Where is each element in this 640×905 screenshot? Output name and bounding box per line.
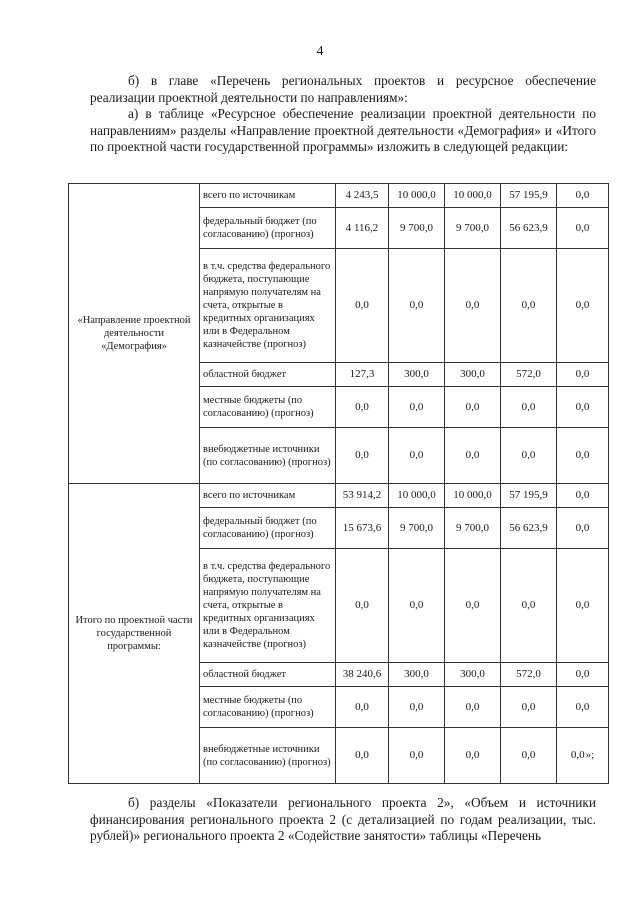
value-text: 56 623,9 xyxy=(509,221,548,234)
value-text: 0,0 xyxy=(575,521,590,534)
value-text: 57 195,9 xyxy=(509,489,548,501)
table-row xyxy=(69,184,609,208)
value-cell xyxy=(557,549,609,663)
value-text: 0,0 xyxy=(355,599,369,611)
value-text: 53 914,2 xyxy=(342,489,382,501)
value-cell xyxy=(445,549,501,663)
value-cell xyxy=(445,484,501,508)
value-cell xyxy=(389,428,445,484)
value-text: 0,0 xyxy=(575,668,590,680)
value-text: 15 673,6 xyxy=(342,521,382,534)
value-text: 10 000,0 xyxy=(397,489,436,501)
value-text: 4 116,2 xyxy=(345,221,379,234)
value-text: 0,0 xyxy=(409,599,424,611)
value-cell xyxy=(389,508,445,549)
value-cell xyxy=(557,508,609,549)
value-text: 0,0 xyxy=(465,700,480,713)
value-cell xyxy=(557,184,609,208)
funding-source-cell: в т.ч. средства федерального бюджета, поступающие напрямую получателям на счета, открытые в кредитных организациях или в Федеральном казначействе (прогноз) xyxy=(200,549,336,663)
value-text: 0,0 xyxy=(575,299,590,311)
value-text: 0,0 xyxy=(409,749,424,761)
value-cell xyxy=(445,363,501,387)
value-cell xyxy=(336,687,389,728)
value-text: 0,0 xyxy=(575,700,590,713)
table-row xyxy=(69,484,609,508)
value-text: 9 700,0 xyxy=(456,221,489,234)
value-cell xyxy=(501,249,557,363)
value-cell xyxy=(557,484,609,508)
value-cell xyxy=(336,428,389,484)
value-text: 10 000,0 xyxy=(397,189,436,201)
funding-source-cell: внебюджетные источники (по согласованию) (прогноз) xyxy=(200,428,336,484)
funding-source-cell: областной бюджет xyxy=(200,363,336,387)
value-text: 572,0 xyxy=(516,368,541,380)
value-text: 0,0 xyxy=(521,700,536,713)
value-text: 38 240,6 xyxy=(342,668,382,680)
value-cell xyxy=(336,728,389,784)
funding-source-cell: в т.ч. средства федерального бюджета, поступающие напрямую получателям на счета, открытые в кредитных организациях или в Федеральном казначействе (прогноз) xyxy=(200,249,336,363)
value-text: 9 700,0 xyxy=(456,521,489,534)
value-text: 10 000,0 xyxy=(453,489,492,501)
value-text: 572,0 xyxy=(516,668,541,680)
value-text: 300,0 xyxy=(404,368,429,380)
value-cell xyxy=(445,208,501,249)
value-text: 0,0 xyxy=(521,299,536,311)
value-cell xyxy=(389,549,445,663)
value-cell xyxy=(336,484,389,508)
value-cell xyxy=(445,387,501,428)
funding-source-cell: местные бюджеты (по согласованию) (прогноз) xyxy=(200,687,336,728)
value-text: 0,0 xyxy=(521,449,536,461)
value-cell xyxy=(389,484,445,508)
value-cell xyxy=(445,687,501,728)
funding-source-cell: местные бюджеты (по согласованию) (прогноз) xyxy=(200,387,336,428)
value-cell xyxy=(445,428,501,484)
value-text: 300,0 xyxy=(460,368,485,380)
value-cell xyxy=(389,663,445,687)
value-cell xyxy=(336,208,389,249)
value-cell xyxy=(336,508,389,549)
value-cell xyxy=(445,184,501,208)
funding-source-cell: всего по источникам xyxy=(200,184,336,208)
value-text: 0,0 xyxy=(355,700,369,713)
value-cell xyxy=(389,208,445,249)
value-cell xyxy=(501,508,557,549)
value-cell xyxy=(501,387,557,428)
funding-source-cell: всего по источникам xyxy=(200,484,336,508)
value-cell xyxy=(336,249,389,363)
value-text: 0,0 xyxy=(521,599,536,611)
value-cell xyxy=(336,387,389,428)
value-cell xyxy=(557,387,609,428)
value-text: 0,0 xyxy=(409,400,424,413)
funding-source-cell: федеральный бюджет (по согласованию) (прогноз) xyxy=(200,508,336,549)
value-cell xyxy=(389,687,445,728)
value-text: 0,0 xyxy=(355,449,369,461)
value-cell xyxy=(336,663,389,687)
value-text: 0,0 xyxy=(409,700,424,713)
value-cell xyxy=(501,184,557,208)
value-cell xyxy=(445,249,501,363)
value-text: 0,0 xyxy=(575,489,590,501)
value-text: 0,0 xyxy=(465,749,480,761)
value-cell xyxy=(445,663,501,687)
outro-paragraph: б) разделы «Показатели регионального проекта 2», «Объем и источники финансирования регионального проекта 2 (с детализацией по годам реализации, тыс. рублей)» регионального проекта 2 «Содействие занятости» таблицы «Перечень xyxy=(90,795,596,843)
value-cell xyxy=(445,728,501,784)
page-number: 4 xyxy=(316,44,324,59)
value-text: 0,0 xyxy=(465,449,480,461)
value-cell xyxy=(389,728,445,784)
value-text: 0,0 xyxy=(575,189,590,201)
value-cell xyxy=(501,484,557,508)
value-cell xyxy=(557,663,609,687)
value-text: 0,0 xyxy=(355,400,369,413)
section-label: Итого по проектной части государственной программы: xyxy=(69,484,200,784)
value-text: 4 243,5 xyxy=(345,189,379,201)
value-cell xyxy=(389,363,445,387)
value-text: 0,0 xyxy=(521,400,536,413)
value-text: 0,0 xyxy=(575,599,590,611)
value-text: 0,0 xyxy=(409,449,424,461)
value-cell xyxy=(557,428,609,484)
resource-table xyxy=(68,183,609,784)
funding-source-cell: областной бюджет xyxy=(200,663,336,687)
value-cell xyxy=(501,663,557,687)
section-label: «Направление проектной деятельности «Демография» xyxy=(69,184,200,484)
value-cell xyxy=(445,508,501,549)
value-cell xyxy=(389,249,445,363)
value-cell xyxy=(501,687,557,728)
value-text: 300,0 xyxy=(404,668,429,680)
value-text: 9 700,0 xyxy=(400,521,433,534)
value-cell xyxy=(557,363,609,387)
table-end-quote: »; xyxy=(585,749,595,761)
value-text: 0,0 xyxy=(575,400,590,413)
value-cell xyxy=(389,387,445,428)
value-text: 0,0 xyxy=(521,749,536,761)
value-text: 56 623,9 xyxy=(509,521,548,534)
value-cell xyxy=(389,184,445,208)
value-cell xyxy=(336,549,389,663)
value-cell xyxy=(557,208,609,249)
value-cell xyxy=(501,549,557,663)
intro-paragraph-chapter: б) в главе «Перечень региональных проектов и ресурсное обеспечение реализации проектной деятельности по направлениям»: xyxy=(90,73,596,105)
value-cell xyxy=(557,249,609,363)
value-cell xyxy=(557,687,609,728)
value-text: 0,0 xyxy=(409,299,424,311)
value-text: 300,0 xyxy=(460,668,485,680)
value-text: 0,0 xyxy=(575,221,590,234)
funding-source-cell: федеральный бюджет (по согласованию) (прогноз) xyxy=(200,208,336,249)
value-cell xyxy=(501,728,557,784)
value-text: 0,0 xyxy=(575,368,590,380)
value-text: 0,0 xyxy=(465,599,480,611)
intro-paragraph-table: а) в таблице «Ресурсное обеспечение реализации проектной деятельности по направлениям» разделы «Направление проектной деятельности «Демография» и «Итого по проектной части государственной программы» изложить в следующей редакции: xyxy=(90,106,596,154)
value-text: 0,0 xyxy=(575,449,590,461)
value-text: 0,0 xyxy=(465,299,480,311)
value-text: 0,0 xyxy=(355,299,369,311)
value-cell xyxy=(501,363,557,387)
value-text: 10 000,0 xyxy=(453,189,492,201)
value-text: 127,3 xyxy=(349,368,375,380)
value-cell xyxy=(336,363,389,387)
value-text: 57 195,9 xyxy=(509,189,548,201)
funding-source-cell: внебюджетные источники (по согласованию) (прогноз) xyxy=(200,728,336,784)
value-cell xyxy=(336,184,389,208)
value-text: 0,0 xyxy=(465,400,480,413)
value-cell xyxy=(501,208,557,249)
value-text: 0,0 xyxy=(355,749,369,761)
value-cell xyxy=(501,428,557,484)
value-cell xyxy=(557,728,609,784)
value-text: 9 700,0 xyxy=(400,221,433,234)
value-text: 0,0 xyxy=(570,749,585,761)
